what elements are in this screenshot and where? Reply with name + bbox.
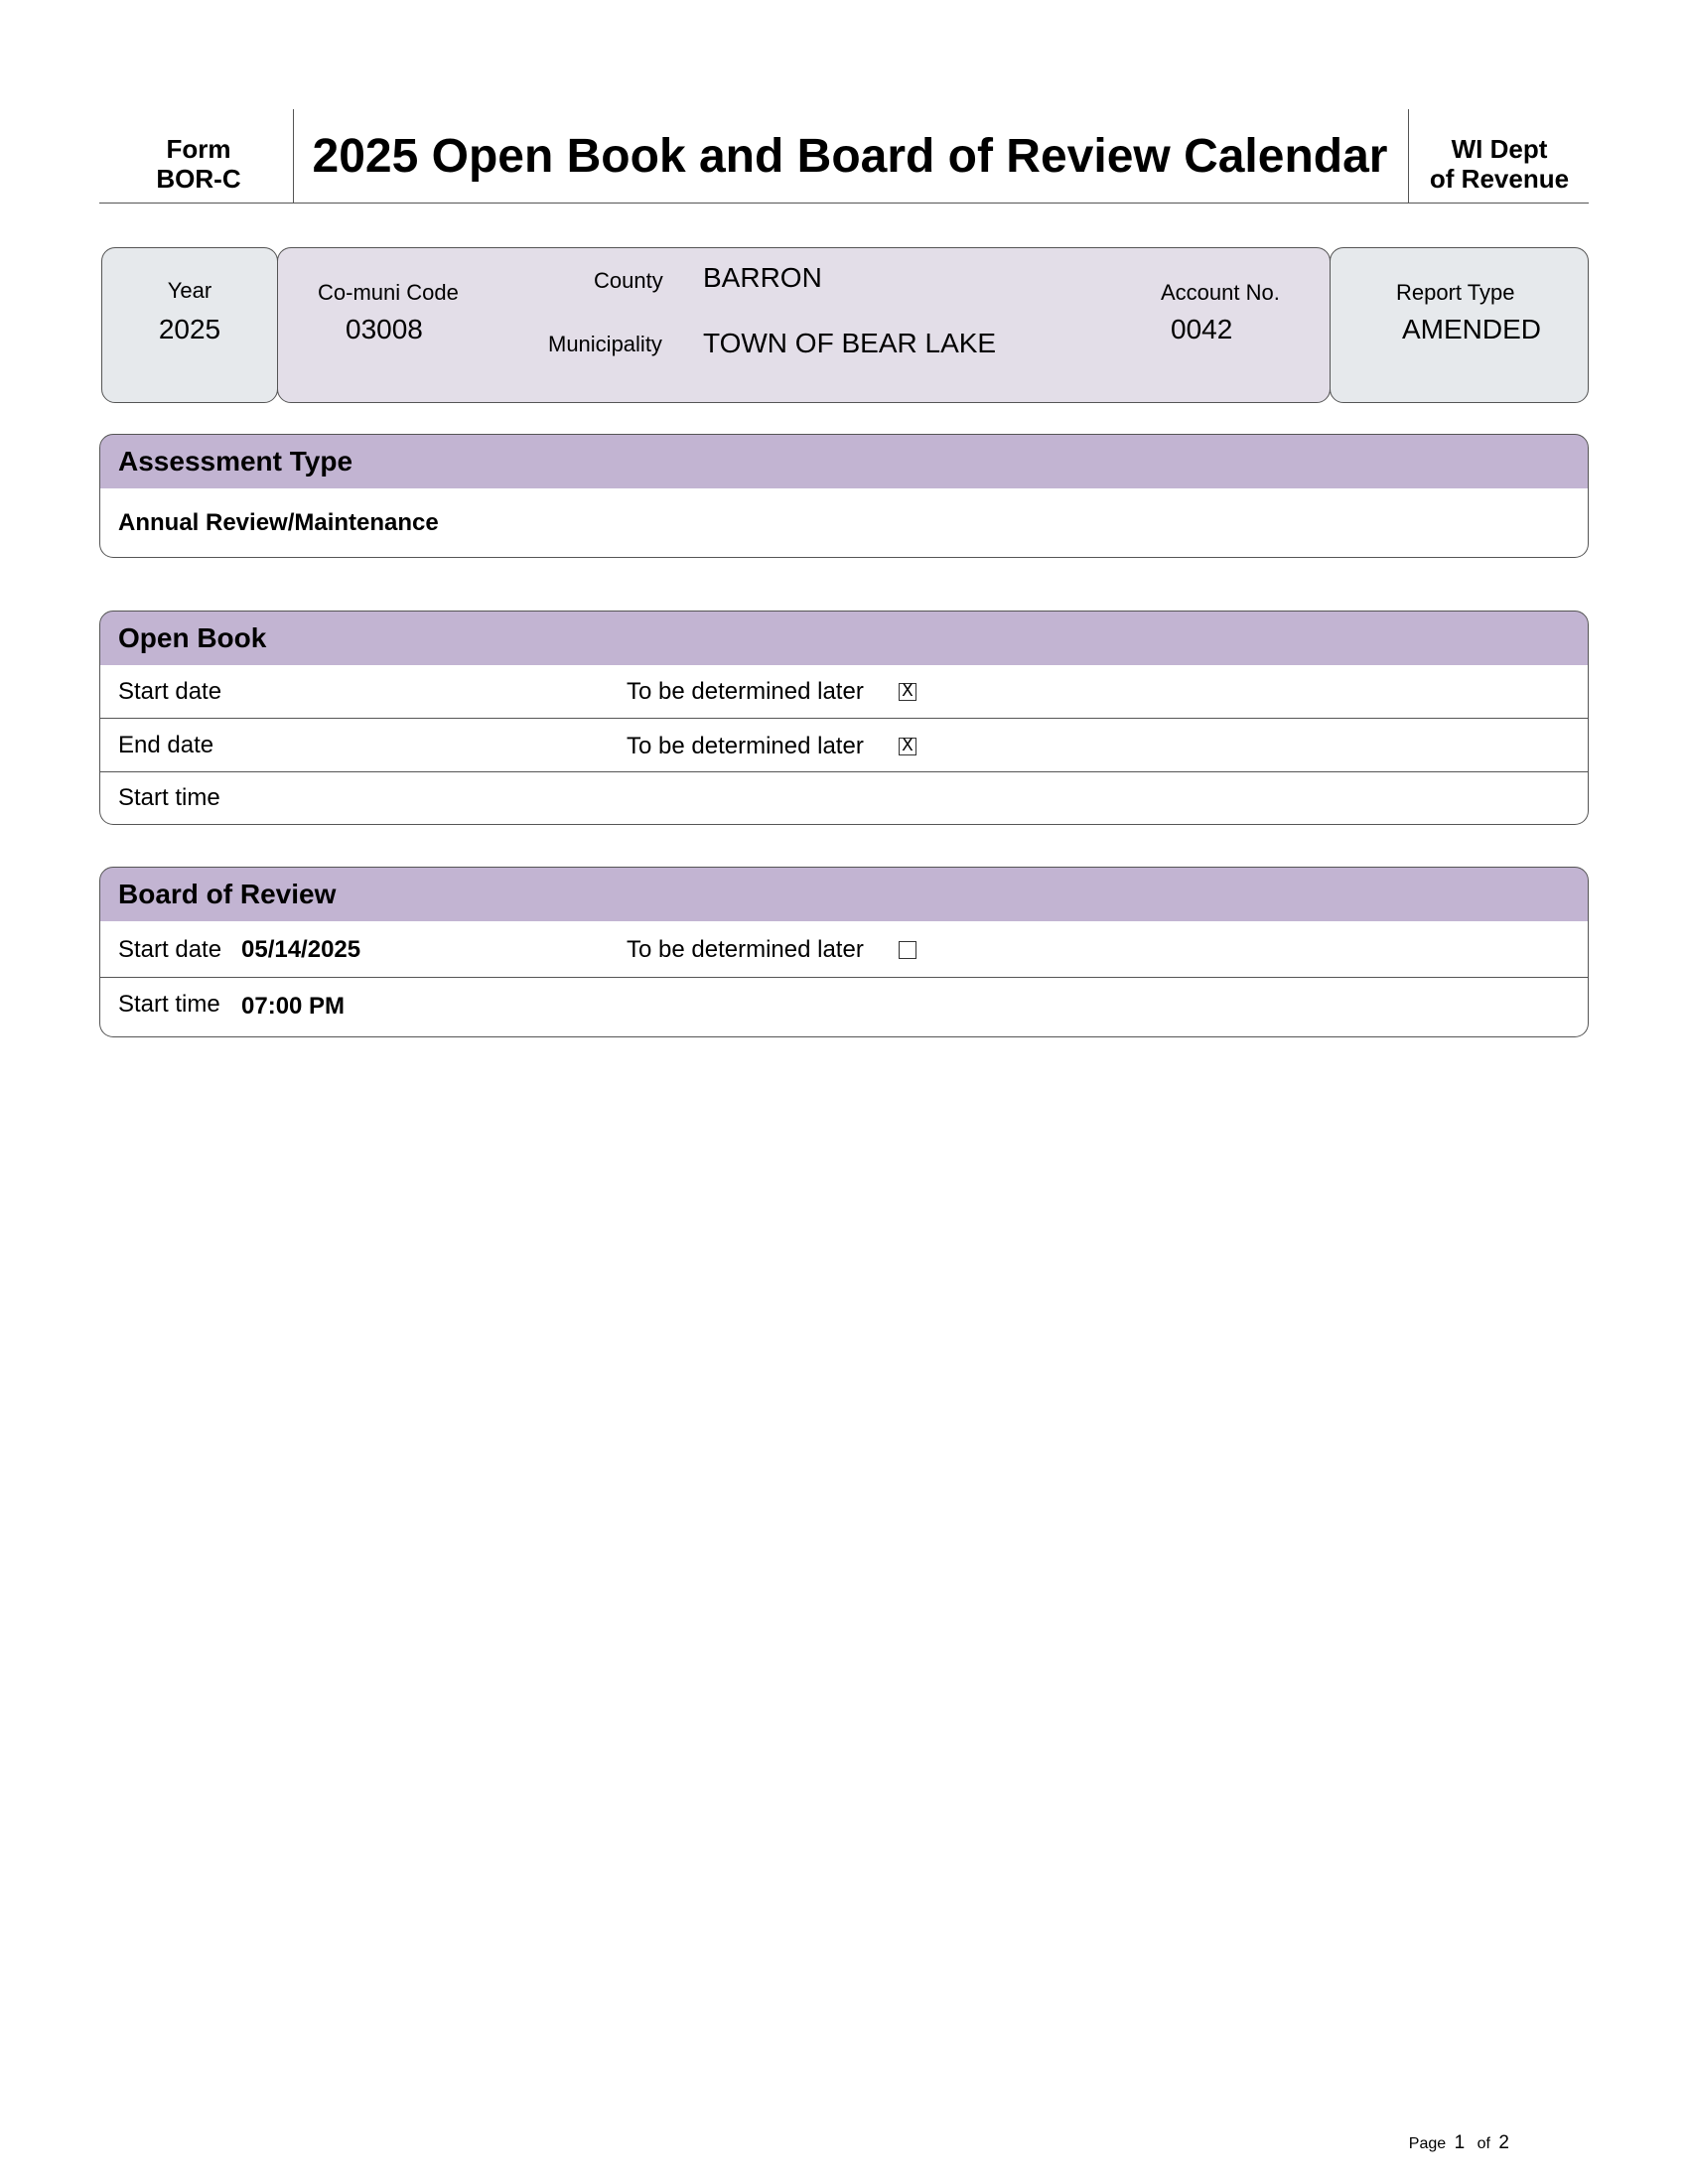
tbd-checkbox[interactable]: X (899, 683, 916, 701)
board-of-review-body (99, 921, 1589, 1037)
tbd-checkbox[interactable]: X (899, 738, 916, 755)
board-of-review-heading: Board of Review (99, 867, 1589, 922)
year-box (101, 247, 278, 403)
page-number: 1 (1454, 2132, 1466, 2153)
report-type-label: Report Type (1396, 280, 1515, 305)
start-date-value: 05/14/2025 (241, 936, 361, 963)
start-date-label: Start date (118, 936, 222, 963)
open-book-heading: Open Book (99, 611, 1589, 666)
form-id (99, 134, 298, 194)
municipality-value: TOWN OF BEAR LAKE (703, 328, 997, 358)
account-value: 0042 (1171, 314, 1233, 344)
page-indicator (1409, 2132, 1517, 2154)
account-label: Account No. (1161, 280, 1280, 305)
open-book-end-date-row (100, 719, 1588, 772)
report-type-box (1330, 247, 1589, 403)
open-book-start-time-row (100, 772, 1588, 824)
assessment-type-heading: Assessment Type (99, 434, 1589, 489)
start-time-label: Start time (118, 991, 220, 1018)
end-date-label: End date (118, 732, 214, 758)
start-time-label: Start time (118, 784, 220, 811)
header-divider-right (1408, 109, 1409, 203)
open-book-body (99, 665, 1589, 825)
assessment-type-value: Annual Review/Maintenance (118, 509, 439, 536)
dept-line-1: WI Dept (1451, 134, 1548, 164)
dept-line-2: of Revenue (1429, 164, 1570, 194)
year-value: 2025 (158, 314, 221, 344)
form-label: Form (166, 134, 231, 164)
county-value: BARRON (703, 262, 822, 293)
page-total: 2 (1498, 2132, 1509, 2153)
tbd-label: To be determined later (627, 733, 864, 759)
comuni-code-value: 03008 (346, 314, 423, 344)
bor-start-date-row (100, 921, 1588, 978)
comuni-code-label: Co-muni Code (318, 280, 459, 305)
header-rule (99, 203, 1589, 204)
bor-start-time-row (100, 978, 1588, 1036)
of-label: of (1477, 2135, 1490, 2152)
tbd-checkbox[interactable] (899, 941, 916, 959)
start-time-value: 07:00 PM (241, 993, 346, 1020)
assessment-type-body (99, 488, 1589, 558)
municipality-label: Municipality (548, 332, 662, 356)
department (1410, 134, 1589, 194)
page-title: 2025 Open Book and Board of Review Calendar (312, 130, 1388, 183)
start-date-label: Start date (118, 678, 222, 705)
open-book-start-date-row (100, 665, 1588, 719)
report-type-value: AMENDED (1402, 314, 1542, 344)
form-number: BOR-C (156, 164, 241, 194)
page-label: Page (1408, 2135, 1447, 2152)
tbd-label: To be determined later (627, 678, 864, 705)
municipality-info-box (277, 247, 1331, 403)
county-label: County (594, 268, 663, 293)
year-label: Year (167, 278, 212, 303)
tbd-label: To be determined later (627, 936, 864, 963)
